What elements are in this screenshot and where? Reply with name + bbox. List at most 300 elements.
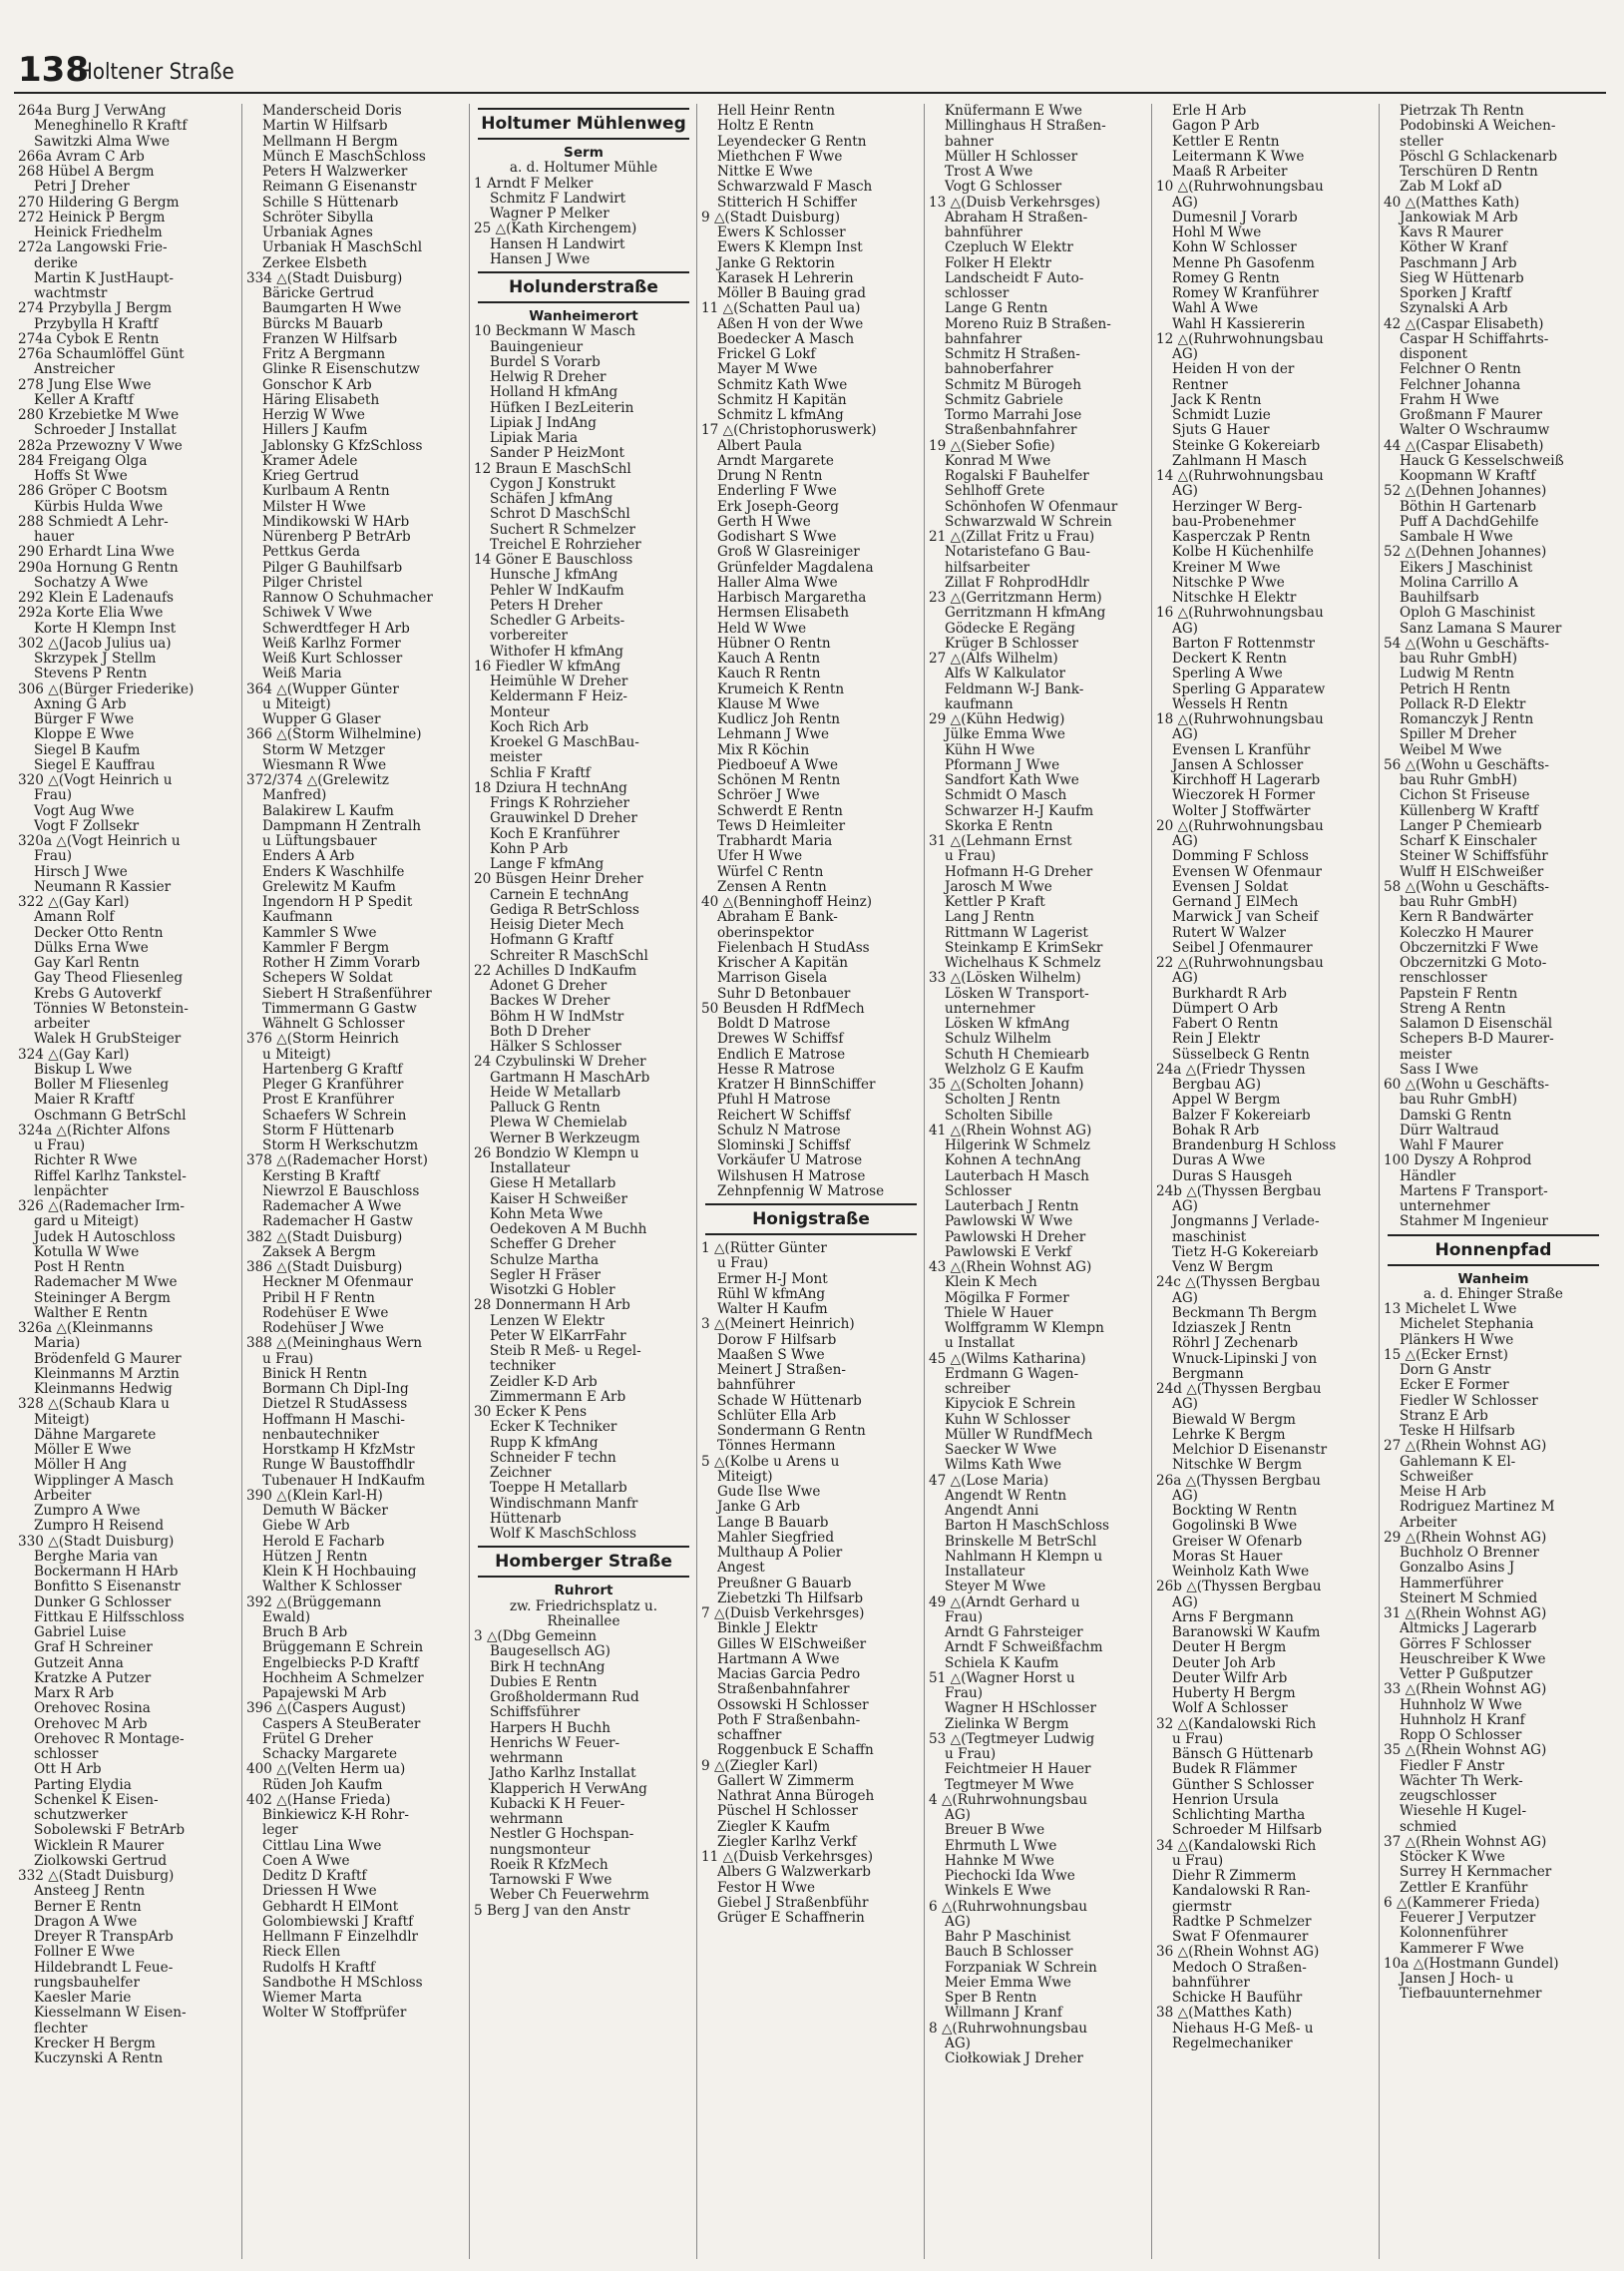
resident-entry: Schönhofen W Ofenmaur <box>945 498 1118 515</box>
resident-entry: Köther W Kranf <box>1400 239 1507 256</box>
resident-entry: Huhnholz W Wwe <box>1400 1696 1522 1713</box>
resident-entry: Suhr D Betonbauer <box>717 985 851 1002</box>
resident-entry: Dreyer R TranspArb <box>34 1929 174 1945</box>
house-entry: 390 △(Klein Karl-H) <box>246 1487 383 1504</box>
resident-entry: Binkle J Elektr <box>717 1620 818 1637</box>
resident-entry: schutzwerker <box>34 1807 128 1823</box>
resident-entry: Bauch B Schlosser <box>945 1944 1073 1961</box>
resident-entry: Menne Ph Gasofenm <box>1172 254 1315 271</box>
resident-entry: Niewrzol E Bauschloss <box>262 1182 420 1199</box>
resident-entry: Bruch B Arb <box>262 1624 348 1640</box>
resident-entry: Fabert O Rentn <box>1172 1016 1279 1032</box>
resident-entry: Kratzke A Putzer <box>34 1669 152 1686</box>
resident-entry: Dümpert O Arb <box>1172 1000 1279 1017</box>
resident-entry: Coen A Wwe <box>262 1852 350 1869</box>
resident-entry: Berghe Maria van <box>34 1548 159 1565</box>
resident-entry: Konrad M Wwe <box>945 452 1051 469</box>
house-entry: 52 △(Dehnen Johannes) <box>1384 483 1547 500</box>
column-4 <box>696 104 925 2259</box>
house-entry: 12 △(Ruhrwohnungsbau <box>1156 330 1324 347</box>
resident-entry: bau Ruhr GmbH) <box>1400 772 1518 788</box>
resident-entry: Runge W Baustoffhdlr <box>262 1457 415 1474</box>
resident-entry: wachtmstr <box>34 285 108 301</box>
resident-entry: Burkhardt R Arb <box>1172 985 1287 1002</box>
resident-entry: maschinist <box>1172 1228 1247 1245</box>
resident-entry: Haller Alma Wwe <box>717 574 838 591</box>
resident-entry: Tegtmeyer M Wwe <box>945 1776 1074 1793</box>
resident-entry: Bockting W Rentn <box>1172 1503 1298 1519</box>
resident-entry: Angendt W Rentn <box>945 1487 1067 1504</box>
resident-entry: Zeidler K-D Arb <box>490 1373 598 1390</box>
resident-entry: Hansen H Landwirt <box>490 235 625 252</box>
district-heading: Ruhrort <box>554 1583 613 1599</box>
resident-entry: Schröter Sibylla <box>262 209 374 226</box>
house-entry: 324 △(Gay Karl) <box>18 1046 130 1063</box>
resident-entry: Franzen W Hilfsarb <box>262 330 398 347</box>
resident-entry: Lange B Bauarb <box>717 1514 829 1531</box>
resident-entry: Grelewitz M Kaufm <box>262 878 396 895</box>
resident-entry: Koopmann W Kraftf <box>1400 468 1536 484</box>
house-entry: 35 △(Rhein Wohnst AG) <box>1384 1742 1547 1759</box>
resident-entry: Lenzen W Elektr <box>490 1312 605 1329</box>
resident-entry: Oschmann G BetrSchl <box>34 1107 187 1124</box>
house-entry: 18 Dziura H technAng <box>474 779 627 796</box>
resident-entry: Spiller M Dreher <box>1400 726 1516 743</box>
resident-entry: Groß W Glasreiniger <box>717 544 860 561</box>
resident-entry: Rüden Joh Kaufm <box>262 1776 383 1793</box>
resident-entry: Folker H Elektr <box>945 254 1052 271</box>
resident-entry: Sochatzy A Wwe <box>34 574 149 591</box>
resident-entry: Judek H Autoschloss <box>34 1228 176 1245</box>
resident-entry: Bonfitto S Eisenanstr <box>34 1579 181 1595</box>
house-entry: 16 Fiedler W kfmAng <box>474 658 621 675</box>
resident-entry: Jansen A Schlosser <box>1172 756 1304 773</box>
resident-entry: Welzholz G E Kaufm <box>945 1061 1084 1078</box>
resident-entry: kaufmann <box>945 695 1014 712</box>
resident-entry: renschlosser <box>1400 970 1487 987</box>
resident-entry: Biskup L Wwe <box>34 1061 133 1078</box>
resident-entry: Frau) <box>945 1608 984 1625</box>
resident-entry: Frau) <box>34 848 73 865</box>
resident-entry: Schneider F techn <box>490 1449 616 1466</box>
resident-entry: Dubies E Rentn <box>490 1673 598 1690</box>
resident-entry: Cichon St Friseuse <box>1400 787 1530 804</box>
resident-entry: Lang J Rentn <box>945 909 1034 926</box>
page-number: 138 <box>18 50 89 90</box>
resident-entry: Holland H kfmAng <box>490 384 618 401</box>
resident-entry: Zaksek A Bergm <box>262 1243 376 1260</box>
resident-entry: Meinert J Straßen- <box>717 1362 847 1378</box>
resident-entry: Rodehüser J Wwe <box>262 1320 384 1336</box>
resident-entry: u Frau) <box>262 1350 314 1367</box>
resident-entry: Bahr P Maschinist <box>945 1929 1071 1945</box>
resident-entry: Szynalski A Arb <box>1400 300 1508 317</box>
resident-entry: Tormo Marrahi Jose <box>945 407 1082 423</box>
house-entry: 272 Heinick P Bergm <box>18 209 166 226</box>
resident-entry: leger <box>262 1822 298 1839</box>
resident-entry: Rademacher A Wwe <box>262 1198 402 1214</box>
resident-entry: Albers G Walzwerkarb <box>717 1864 872 1881</box>
resident-entry: Timmermann G Gastw <box>262 1000 417 1017</box>
resident-entry: Scheffer G Dreher <box>490 1236 616 1253</box>
resident-entry: Rein J Elektr <box>1172 1031 1260 1048</box>
resident-entry: Bauhilfsarb <box>1400 590 1479 606</box>
resident-entry: Krumeich K Rentn <box>717 681 845 697</box>
resident-entry: Fittkau E Hilfsschloss <box>34 1608 185 1625</box>
resident-entry: Dragon A Wwe <box>34 1913 138 1930</box>
resident-entry: Kohn P Arb <box>490 840 569 857</box>
resident-entry: Lange G Rentn <box>945 300 1048 317</box>
street-location-note: a. d. Ehinger Straße <box>1423 1285 1563 1302</box>
house-entry: 50 Beusden H RdfMech <box>701 1000 865 1017</box>
resident-entry: Vogt F Zollsekr <box>34 817 140 834</box>
resident-entry: Steyer M Wwe <box>945 1579 1046 1595</box>
resident-entry: Barton F Rottenmstr <box>1172 635 1316 652</box>
resident-entry: Hälker S Schlosser <box>490 1039 621 1055</box>
resident-entry: Hohl M Wwe <box>1172 225 1262 240</box>
resident-entry: Werner B Werkzeugm <box>490 1130 640 1146</box>
resident-entry: Großholdermann Rud <box>490 1689 639 1705</box>
resident-entry: Straßenbahnfahrer <box>717 1681 850 1698</box>
resident-entry: u Installat <box>945 1335 1015 1352</box>
resident-entry: Weibel M Wwe <box>1400 741 1502 758</box>
resident-entry: Zensen A Rentn <box>717 878 827 895</box>
resident-entry: Macias Garcia Pedro <box>717 1666 861 1682</box>
resident-entry: Roggenbuck E Schaffn <box>717 1742 874 1759</box>
house-entry: 49 △(Arndt Gerhard u <box>929 1593 1080 1610</box>
resident-entry: Bockermann H HArb <box>34 1564 179 1580</box>
resident-entry: Wieczorek H Former <box>1172 787 1316 804</box>
resident-entry: Sander P HeizMont <box>490 445 624 462</box>
house-entry: 23 △(Gerritzmann Herm) <box>929 590 1102 606</box>
resident-entry: Zab M Lokf aD <box>1400 179 1502 196</box>
resident-entry: Obczernitzki F Wwe <box>1400 939 1539 956</box>
resident-entry: Sieg W Hüttenarb <box>1400 269 1524 286</box>
resident-entry: Jongmanns J Verlade- <box>1172 1213 1320 1230</box>
resident-entry: Ehrmuth L Wwe <box>945 1837 1057 1854</box>
house-entry: 388 △(Meininghaus Wern <box>246 1335 422 1352</box>
resident-entry: Kauch R Rentn <box>717 666 821 682</box>
resident-entry: Wahl F Maurer <box>1400 1137 1503 1153</box>
resident-entry: Trabhardt Maria <box>717 833 833 849</box>
resident-entry: Buchholz O Brenner <box>1400 1545 1539 1561</box>
resident-entry: Manfred) <box>262 787 327 804</box>
resident-entry: Wessels H Rentn <box>1172 695 1288 712</box>
resident-entry: Wupper G Glaser <box>262 711 381 727</box>
resident-entry: Sanz Lamana S Maurer <box>1400 620 1562 637</box>
resident-entry: Kohn W Schlosser <box>1172 239 1297 256</box>
resident-entry: bau Ruhr GmbH) <box>1400 894 1518 910</box>
resident-entry: Lösken W kfmAng <box>945 1016 1070 1032</box>
resident-entry: Peter W ElKarrFahr <box>490 1327 626 1344</box>
resident-entry: Wipplinger A Masch <box>34 1472 175 1489</box>
resident-entry: Schulze Martha <box>490 1251 600 1268</box>
house-entry: 38 △(Matthes Kath) <box>1156 2005 1293 2022</box>
resident-entry: bahnführer <box>1172 1974 1250 1991</box>
resident-entry: Angendt Anni <box>945 1503 1039 1519</box>
house-entry: 396 △(Caspers August) <box>246 1700 406 1717</box>
house-entry: 1 Arndt F Melker <box>474 175 594 192</box>
resident-entry: Steinert M Schmied <box>1400 1590 1538 1606</box>
resident-entry: Wnuck-Lipinski J von <box>1172 1350 1318 1367</box>
resident-entry: Boldt D Matrose <box>717 1016 831 1032</box>
resident-entry: Abraham E Bank- <box>717 909 838 926</box>
resident-entry: Martin W Hilfsarb <box>262 118 388 135</box>
resident-entry: Nittke E Wwe <box>717 164 813 180</box>
house-entry: 402 △(Hanse Frieda) <box>246 1791 391 1808</box>
resident-entry: Lauterbach J Rentn <box>945 1198 1079 1214</box>
house-entry: 1 △(Rütter Günter <box>701 1240 827 1256</box>
resident-entry: Pleger G Kranführer <box>262 1077 404 1093</box>
resident-entry: Gay Theod Fliesenleg <box>34 970 184 987</box>
resident-entry: Herzig W Wwe <box>262 407 365 423</box>
house-entry: 11 △(Schatten Paul ua) <box>701 300 861 317</box>
resident-entry: Huhnholz H Kranf <box>1400 1711 1525 1728</box>
resident-entry: Idziaszek J Rentn <box>1172 1320 1292 1336</box>
resident-entry: Baugesellsch AG) <box>490 1643 610 1660</box>
resident-entry: Hansen J Wwe <box>490 250 591 267</box>
resident-entry: Gebhardt H ElMont <box>262 1898 399 1915</box>
resident-entry: AG) <box>1172 833 1198 849</box>
resident-entry: Demuth W Bäcker <box>262 1503 388 1519</box>
resident-entry: Jablonsky G KfzSchloss <box>262 437 423 454</box>
house-entry: 8 △(Ruhrwohnungsbau <box>929 2020 1088 2037</box>
resident-entry: Vogt G Schlosser <box>945 179 1062 196</box>
resident-entry: Ropp O Schlosser <box>1400 1727 1522 1743</box>
resident-entry: steller <box>1400 133 1443 150</box>
house-entry: 22 Achilles D IndKaufm <box>474 962 637 979</box>
house-entry: 30 Ecker K Pens <box>474 1404 588 1420</box>
resident-entry: Sandbothe H MSchloss <box>262 1974 423 1991</box>
resident-entry: Kammler S Wwe <box>262 924 377 941</box>
resident-entry: Bormann Ch Dipl-Ing <box>262 1381 409 1397</box>
house-entry: 100 Dyszy A Rohprod <box>1384 1152 1532 1169</box>
house-entry: 382 △(Stadt Duisburg) <box>246 1228 403 1245</box>
resident-entry: Driessen H Wwe <box>262 1883 377 1900</box>
resident-entry: Hartenberg G Kraftf <box>262 1061 403 1078</box>
resident-entry: Giese H Metallarb <box>490 1175 616 1192</box>
resident-entry: bau Ruhr GmbH) <box>1400 1092 1518 1109</box>
resident-entry: AG) <box>1172 1593 1198 1610</box>
resident-entry: Kleinmanns Hedwig <box>34 1381 173 1397</box>
resident-entry: Wähnelt G Schlosser <box>262 1016 405 1032</box>
resident-entry: vorbereiter <box>490 628 569 645</box>
resident-entry: Ingendorn H P Spedit <box>262 894 413 910</box>
resident-entry: Henrion Ursula <box>1172 1791 1279 1808</box>
resident-entry: Kavs R Maurer <box>1400 225 1503 240</box>
resident-entry: Kotulla W Wwe <box>34 1243 140 1260</box>
house-entry: 22 △(Ruhrwohnungsbau <box>1156 955 1324 971</box>
house-entry: 25 △(Kath Kirchengem) <box>474 221 637 237</box>
house-entry: 20 Büsgen Heinr Dreher <box>474 871 643 888</box>
resident-entry: Gilles W ElSchweißer <box>717 1635 867 1652</box>
resident-entry: Walter H Kaufm <box>717 1301 828 1317</box>
house-entry: 29 △(Rhein Wohnst AG) <box>1384 1529 1547 1546</box>
resident-entry: Schaefers W Schrein <box>262 1107 407 1124</box>
house-entry: 3 △(Dbg Gemeinn <box>474 1628 598 1644</box>
resident-entry: Deuter Wilfr Arb <box>1172 1669 1288 1686</box>
resident-entry: Alfs W Kalkulator <box>945 666 1065 682</box>
resident-entry: Hunsche J kfmAng <box>490 567 618 584</box>
resident-entry: Rother H Zimm Vorarb <box>262 955 421 971</box>
resident-entry: Brinskelle M BetrSchl <box>945 1533 1097 1550</box>
resident-entry: Plänkers H Wwe <box>1400 1331 1514 1348</box>
resident-entry: Sandfort Kath Wwe <box>945 772 1079 788</box>
resident-entry: Rutert W Walzer <box>1172 924 1287 941</box>
resident-entry: Pilger G Bauhilfsarb <box>262 559 403 576</box>
resident-entry: Krieg Gertrud <box>262 468 359 484</box>
resident-entry: Schmitz Gabriele <box>945 391 1063 408</box>
resident-entry: Kammerer F Wwe <box>1400 1940 1524 1957</box>
resident-entry: Duras S Hausgeh <box>1172 1167 1293 1184</box>
resident-entry: Steininger A Bergm <box>34 1289 171 1306</box>
resident-entry: Kuhn W Schlosser <box>945 1411 1070 1428</box>
street-location-note: a. d. Holtumer Mühle <box>509 160 658 177</box>
resident-entry: Reichert W Schiffsf <box>717 1107 851 1124</box>
resident-entry: Ciołkowiak J Dreher <box>945 2050 1083 2066</box>
resident-entry: Hüfken I BezLeiterin <box>490 399 634 416</box>
resident-entry: Caspers A SteuBerater <box>262 1715 421 1732</box>
resident-entry: Großmann F Maurer <box>1400 407 1543 423</box>
resident-entry: Kubacki K H Feuer- <box>490 1795 625 1812</box>
resident-entry: Möller B Bauing grad <box>717 285 866 301</box>
resident-entry: Sporken J Kraftf <box>1400 285 1512 301</box>
house-entry: 33 △(Lösken Wilhelm) <box>929 970 1081 987</box>
resident-entry: Jankowiak M Arb <box>1400 209 1518 226</box>
resident-entry: Schmitz L kfmAng <box>717 407 844 423</box>
resident-entry: Schenkel K Eisen- <box>34 1791 159 1808</box>
house-entry: 274 Przybylla J Bergm <box>18 300 173 317</box>
resident-entry: Peters H Dreher <box>490 597 603 614</box>
resident-entry: Hauck G Kesselschweiß <box>1400 452 1564 469</box>
resident-entry: techniker <box>490 1358 556 1375</box>
house-entry: 376 △(Storm Heinrich <box>246 1031 399 1048</box>
resident-entry: Enders K Waschhilfe <box>262 863 405 880</box>
resident-entry: Kaesler Marie <box>34 1990 132 2006</box>
resident-entry: u Frau) <box>945 1746 997 1762</box>
resident-entry: Plewa W Chemielab <box>490 1115 627 1132</box>
resident-entry: Siebert H Straßenführer <box>262 985 432 1002</box>
resident-entry: Nahlmann H Klempn u <box>945 1548 1103 1565</box>
resident-entry: AG) <box>1172 1198 1198 1214</box>
house-entry: 320a △(Vogt Heinrich u <box>18 833 181 849</box>
resident-entry: Niehaus H-G Meß- u <box>1172 2020 1314 2037</box>
resident-entry: Schade W Hüttenarb <box>717 1392 862 1409</box>
resident-entry: AG) <box>1172 346 1198 362</box>
resident-entry: Medoch O Straßen- <box>1172 1959 1307 1976</box>
resident-entry: Zumpro H Reisend <box>34 1518 165 1535</box>
resident-entry: Schille S Hüttenarb <box>262 194 399 211</box>
resident-entry: Enderling F Wwe <box>717 483 837 500</box>
resident-entry: Post H Rentn <box>34 1259 125 1275</box>
resident-entry: hilfsarbeiter <box>945 559 1030 576</box>
district-heading: Serm <box>564 145 604 161</box>
resident-entry: Carnein E technAng <box>490 886 629 903</box>
resident-entry: Schwerdtfeger H Arb <box>262 620 410 637</box>
resident-entry: gard u Miteigt) <box>34 1213 139 1230</box>
resident-entry: Zimmermann E Arb <box>490 1388 626 1405</box>
resident-entry: Huberty H Bergm <box>1172 1685 1296 1701</box>
resident-entry: Ziegler Karlhz Verkf <box>717 1833 857 1850</box>
resident-entry: Wulff H ElSchweißer <box>1400 863 1544 880</box>
resident-entry: bahnoberfahrer <box>945 361 1053 378</box>
resident-entry: Biewald W Bergm <box>1172 1411 1296 1428</box>
resident-entry: Dumesnil J Vorarb <box>1172 209 1298 226</box>
resident-entry: Zehnpfennig W Matrose <box>717 1182 885 1199</box>
resident-entry: Schroeder M Hilfsarb <box>1172 1822 1323 1839</box>
resident-entry: Installateur <box>945 1564 1025 1580</box>
house-entry: 12 Braun E MaschSchl <box>474 460 631 477</box>
resident-entry: Baumgarten H Wwe <box>262 300 402 317</box>
resident-entry: Trost A Wwe <box>945 164 1033 180</box>
resident-entry: Kürbis Hulda Wwe <box>34 498 164 515</box>
column-5 <box>924 104 1152 2259</box>
resident-entry: Marrison Gisela <box>717 970 828 987</box>
resident-entry: Röhrl J Zechenarb <box>1172 1335 1299 1352</box>
resident-entry: Müller H Schlosser <box>945 148 1078 165</box>
resident-entry: Giebel J Straßenbführ <box>717 1894 869 1911</box>
resident-entry: Stahmer M Ingenieur <box>1400 1213 1548 1230</box>
house-entry: 278 Jung Else Wwe <box>18 376 152 393</box>
house-entry: 18 △(Ruhrwohnungsbau <box>1156 711 1324 727</box>
house-entry: 5 △(Kolbe u Arens u <box>701 1453 840 1470</box>
resident-entry: Rieck Ellen <box>262 1944 341 1961</box>
resident-entry: Pietrzak Th Rentn <box>1400 104 1524 119</box>
resident-entry: Zeichner <box>490 1465 552 1481</box>
resident-entry: Schmitz M Bürogeh <box>945 376 1082 393</box>
resident-entry: hauer <box>34 529 75 545</box>
resident-entry: Felchner O Rentn <box>1400 361 1521 378</box>
resident-entry: Gagon P Arb <box>1172 118 1260 135</box>
resident-entry: Wagner P Melker <box>490 206 609 222</box>
resident-entry: Sass I Wwe <box>1400 1061 1479 1078</box>
resident-entry: Korte H Klempn Inst <box>34 620 177 637</box>
resident-entry: Pöschl G Schlackenarb <box>1400 148 1558 165</box>
resident-entry: Thiele W Hauer <box>945 1304 1053 1321</box>
resident-entry: Pfuhl H Matrose <box>717 1092 831 1109</box>
resident-entry: Notaristefano G Bau- <box>945 544 1090 561</box>
street-heading: Honnenpfad <box>1388 1234 1599 1266</box>
resident-entry: Heisig Dieter Mech <box>490 917 624 933</box>
house-entry: 6 △(Ruhrwohnungsbau <box>929 1898 1088 1915</box>
resident-entry: Klause M Wwe <box>717 695 820 712</box>
resident-entry: Zillat F RohprodHdlr <box>945 574 1089 591</box>
house-entry: 292a Korte Elia Wwe <box>18 605 164 622</box>
resident-entry: Barton H MaschSchloss <box>945 1518 1110 1535</box>
resident-entry: Nitschke P Wwe <box>1172 574 1285 591</box>
resident-entry: Felchner Johanna <box>1400 376 1521 393</box>
resident-entry: Vetter P Gußputzer <box>1400 1666 1533 1682</box>
house-entry: 392 △(Brüggemann <box>246 1593 382 1610</box>
resident-entry: Kudlicz Joh Rentn <box>717 711 841 727</box>
resident-entry: Walther E Rentn <box>34 1304 148 1321</box>
resident-entry: Deuter Joh Arb <box>1172 1654 1276 1671</box>
resident-entry: Hartmann A Wwe <box>717 1650 840 1667</box>
resident-entry: Pettkus Gerda <box>262 544 361 561</box>
house-entry: 324a △(Richter Alfons <box>18 1122 171 1138</box>
resident-entry: Aßen H von der Wwe <box>717 315 864 332</box>
resident-entry: Manderscheid Doris <box>262 104 402 119</box>
resident-entry: Schrot D MaschSchl <box>490 506 630 523</box>
resident-entry: Bauingenieur <box>490 338 584 355</box>
resident-entry: Orehovec Rosina <box>34 1700 151 1717</box>
resident-entry: Scharf K Einschaler <box>1400 833 1537 849</box>
resident-entry: Regelmechaniker <box>1172 2035 1293 2051</box>
resident-entry: AG) <box>945 1807 971 1823</box>
resident-entry: Petri J Dreher <box>34 179 130 196</box>
resident-entry: Horstkamp H KfzMstr <box>262 1442 415 1458</box>
resident-entry: Wiemer Marta <box>262 1990 362 2006</box>
